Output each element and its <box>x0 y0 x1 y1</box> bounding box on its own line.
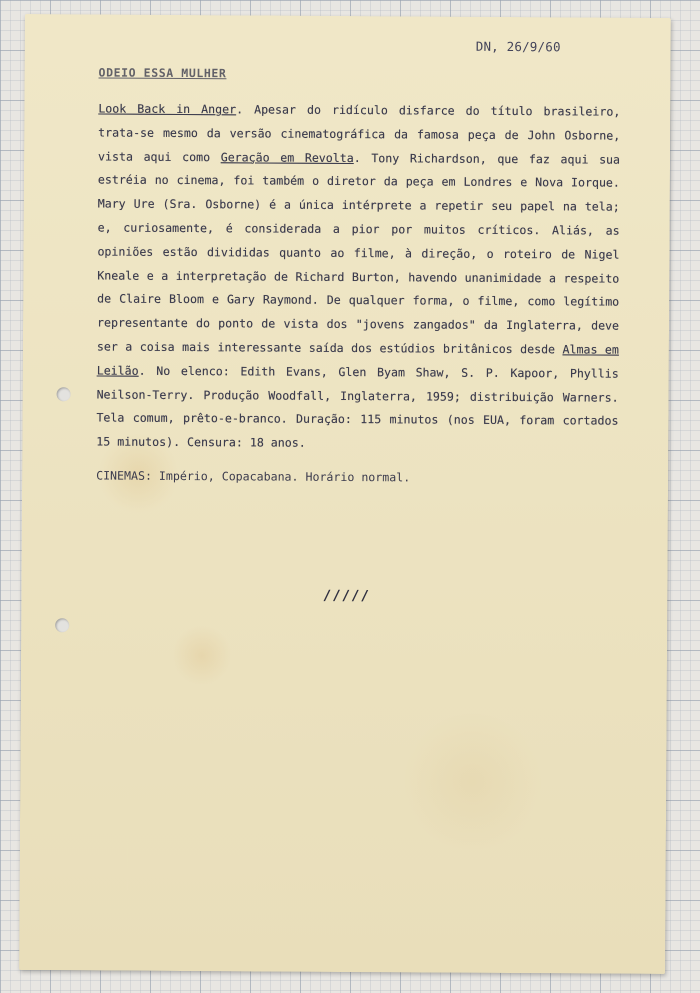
punch-hole-top <box>57 387 71 401</box>
punch-hole-bottom <box>55 618 69 632</box>
typewritten-page <box>19 14 671 974</box>
play-title: Geração em Revolta <box>220 149 354 165</box>
film-title: ODEIO ESSA MULHER <box>98 65 227 81</box>
original-title: Look Back in Anger <box>98 101 237 117</box>
review-text-3: . No elenco: Edith Evans, Glen Byam Shaw, S. P. Kapoor, Phyllis Neilson-Terry. Produção Woodfall, Inglaterra, 1959; distribuição Warners. Tela comum, prêto-e-branco. Duração: 115 minutos (nos EUA, foram cortados 15 minutos). Censura: 18 anos. <box>96 363 619 450</box>
review-text-1: . Apesar do ridículo disfarce do título brasileiro, trata-se mesmo da versão cinematográfica da famosa peça de John Osborne, vista aqui como <box>98 102 621 164</box>
film-reference: Almas em Leilão <box>96 342 619 378</box>
cinemas-label: CINEMAS: <box>96 468 152 483</box>
document-date: DN, 26/9/60 <box>475 38 561 55</box>
review-text-2: . Tony Richardson, que faz aqui sua estréia no cinema, foi também o diretor da peça em Londres e Nova Iorque. Mary Ure (Sra. Osborne) é a única intérprete a repetir seu papel na tela; e, curiosamente, é considerada a pior por muitos críticos. Aliás, as opiniões estão divididas quanto ao filme, à direção, o roteiro de Nigel Kneale e a interpretação de Richard Burton, havendo unanimidade a respeito de Claire Bloom e Gary Raymond. De qualquer forma, o filme, como legítimo representante do ponto de vista dos "jovens zangados" da Inglaterra, deve ser a coisa mais interessante saída dos estúdios britânicos desde <box>96 150 621 357</box>
end-mark: ///// <box>322 587 371 605</box>
review-paragraph <box>96 97 620 457</box>
cinemas-line <box>96 468 618 485</box>
cinemas-text: Império, Copacabana. Horário normal. <box>151 468 411 485</box>
